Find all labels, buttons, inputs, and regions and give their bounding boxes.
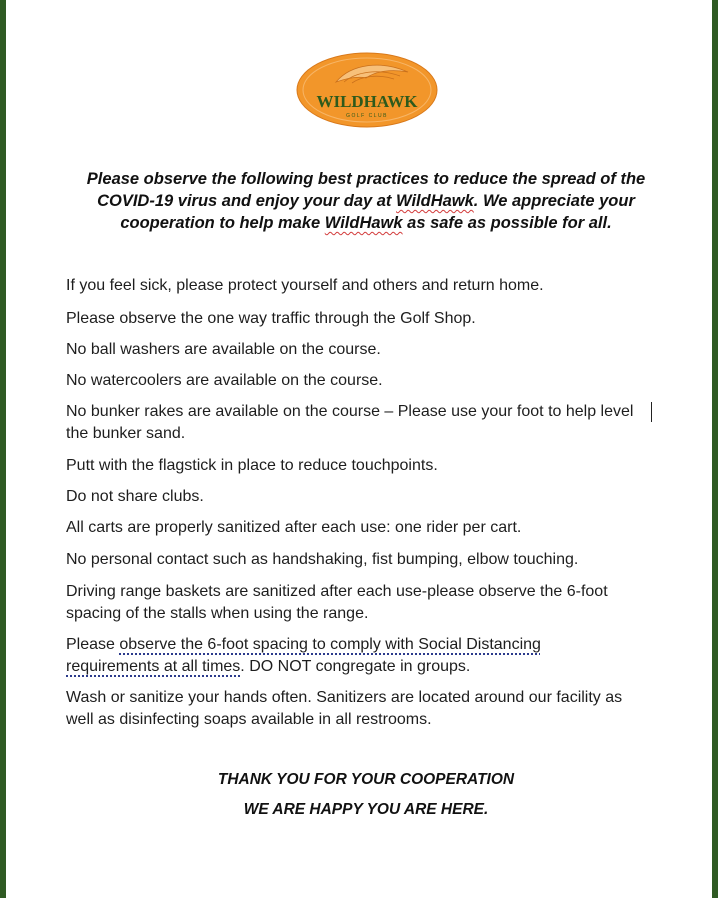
rule-one-way-traffic: Please observe the one way traffic through the Golf Shop. bbox=[66, 310, 476, 327]
wildhawk-logo bbox=[296, 52, 438, 128]
rule-flagstick: Putt with the flagstick in place to reduce touchpoints. bbox=[66, 457, 438, 474]
rule-share-clubs: Do not share clubs. bbox=[66, 488, 204, 505]
rule-personal-contact: No personal contact such as handshaking, fist bumping, elbow touching. bbox=[66, 551, 579, 568]
intro-text-2: . We appreciate your cooperation to help make bbox=[120, 192, 635, 232]
rule-carts-sanitized: All carts are properly sanitized after each use: one rider per cart. bbox=[66, 519, 522, 536]
intro-text-3: as safe as possible for all. bbox=[402, 214, 612, 232]
intro-brand-1: WildHawk bbox=[396, 192, 474, 210]
logo-wordmark: WILDHAWK bbox=[316, 92, 418, 111]
rule-social-distancing-tail: . DO NOT congregate in groups. bbox=[240, 658, 471, 675]
rule-wash-hands: Wash or sanitize your hands often. Sanitizers are located around our facility as well as disinfecting soaps available in all restrooms. bbox=[66, 689, 623, 728]
intro-text-1: Please observe the following best practices to reduce the spread of the COVID-19 virus and enjoy your day at bbox=[86, 170, 646, 210]
rule-social-distancing-flagged: observe the 6-foot spacing to comply with Social Distancing requirements at all times bbox=[66, 636, 541, 675]
rule-bunker-rakes-text: No bunker rakes are available on the course – Please use your foot to help level the bunker sand. bbox=[66, 403, 634, 442]
text-cursor bbox=[651, 402, 652, 422]
logo-subtext: GOLF CLUB bbox=[346, 113, 388, 119]
right-border bbox=[712, 0, 718, 898]
rule-ball-washers: No ball washers are available on the course. bbox=[66, 341, 381, 358]
rule-driving-range: Driving range baskets are sanitized after each use-please observe the 6-foot spacing of the stalls when using the range. bbox=[66, 583, 608, 622]
closing-happy-here: WE ARE HAPPY YOU ARE HERE. bbox=[243, 801, 489, 818]
rule-watercoolers: No watercoolers are available on the course. bbox=[66, 372, 383, 389]
rule-social-distancing-lead: Please bbox=[66, 636, 120, 653]
notice-page bbox=[6, 0, 712, 898]
intro-brand-2: WildHawk bbox=[324, 214, 403, 232]
closing-thank-you: THANK YOU FOR YOUR COOPERATION bbox=[217, 771, 515, 788]
rule-feel-sick: If you feel sick, please protect yourself and others and return home. bbox=[66, 277, 544, 294]
rule-social-distancing bbox=[66, 634, 606, 678]
intro-paragraph bbox=[66, 168, 666, 234]
rule-bunker-rakes bbox=[66, 401, 656, 445]
